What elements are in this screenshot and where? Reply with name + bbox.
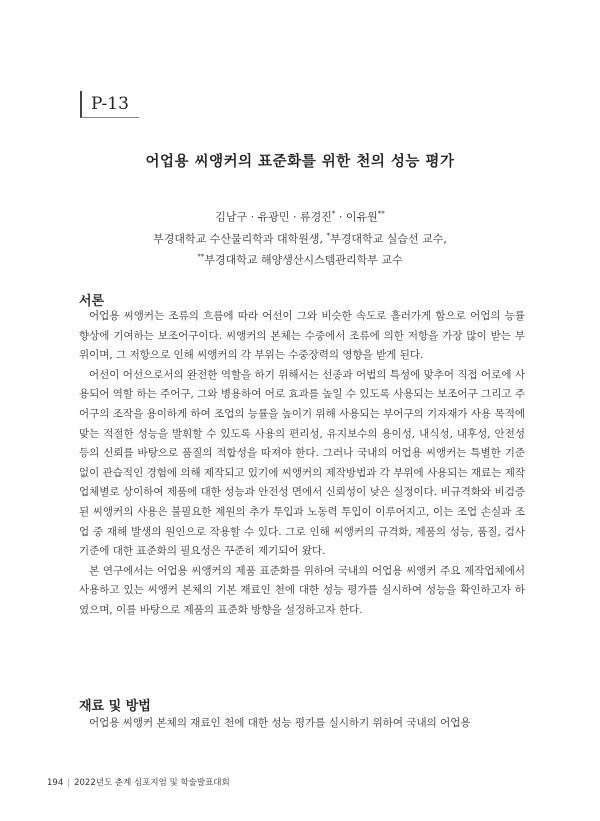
section-body-methods: [79, 714, 525, 734]
author-4-mark: **: [377, 210, 385, 218]
author-4: 이유원: [345, 210, 378, 224]
conference-name: 2022년도 춘계 심포지엄 및 학술발표대회: [74, 778, 230, 788]
author-sep: ·: [247, 210, 258, 224]
section-heading-methods: 재료 및 방법: [79, 699, 151, 714]
affiliation-2: 부경대학교 해양생산시스템관리학부 교수: [204, 253, 403, 267]
affiliation-1: 부경대학교 수산물리학과 대학원생,: [153, 232, 327, 246]
author-sep: ·: [335, 210, 346, 224]
paper-title: 어업용 씨앵커의 표준화를 위한 천의 성능 평가: [145, 153, 455, 170]
poster-tag: P-13: [80, 91, 139, 118]
section-heading-introduction: 서론: [79, 294, 105, 309]
author-sep: ·: [289, 210, 300, 224]
page-number: 194: [47, 778, 64, 788]
affiliation-1b: 부경대학교 실습선 교수,: [330, 232, 447, 246]
affiliation-line-1: [0, 227, 600, 249]
author-1: 김남구: [215, 210, 248, 224]
page-footer: [47, 776, 230, 788]
paragraph: 어업용 씨앵커는 조류의 흐름에 따라 어선이 그와 비슷한 속도로 흘러가게 함으로 어업의 능률 향상에 기여하는 보조어구이다. 씨앵커의 본체는 수중에서 조류에 의한 저항을 가장 많이 받는 부위이며, 그 저항으로 인해 씨앵커의 각 부위는 수중장력의 영향을 받게 된다.: [79, 310, 525, 362]
paragraph: 본 연구에서는 어업용 씨앵커의 제품 표준화를 위하여 국내의 어업용 씨앵커 주요 제작업체에서 사용하고 있는 씨앵커 본체의 기본 재료인 천에 대한 성능 평가를 실시하여 성능을 확인하고자 하였으며, 이를 바탕으로 제품의 표준화 방향을 설정하고자 한다.: [79, 564, 525, 616]
affiliation-1b-mark: *: [326, 231, 331, 240]
author-block: [0, 205, 600, 270]
footer-separator: |: [67, 778, 71, 788]
section-body-introduction: [79, 307, 525, 621]
affiliation-line-2: [0, 248, 600, 270]
author-3: 류경진: [300, 210, 332, 224]
affiliation-2-mark: **: [197, 253, 205, 262]
paragraph: 어선이 어선으로서의 완전한 역할을 하기 위해서는 선종과 어법의 특성에 맞추어 직접 어로에 사용되어 역할 하는 주어구, 그와 병용하여 어로 효과를 높일 수 있도록 사용되는 보조어구 그리고 주어구의 조작을 용이하게 하여 조업의 능률을 높이기 위해 사용되는 부어구의 기자재가 사용 목적에 맞는 적절한 성능을 발휘할 수 있도록 사용의 편리성, 유지보수의 용이성, 내식성, 내후성, 안전성 등의 신뢰를 바탕으로 품질의 적합성을 따져야 한다. 그러나 국내의 어업용 씨앵커는 특별한 기준 없이 관습적인 경험에 의해 제작되고 있기에 씨앵커의 제작방법과 각 부위에 사용되는 재료는 제작업체별로 상이하여 제품에 대한 성능과 안전성 면에서 신뢰성이 낮은 실정이다. 비규격화와 비검증된 씨앵커의 사용은 불필요한 제원의 추가 투입과 노동력 투입이 이루어지고, 이는 조업 손실과 조업 중 재해 발생의 원인으로 작용할 수 있다. 그로 인해 씨앵커의 규격화, 제품의 성능, 품질, 검사 기준에 대한 표준화의 필요성은 꾸준히 제기되어 왔다.: [79, 368, 525, 558]
paragraph: 어업용 씨앵커 본체의 재료인 천에 대한 성능 평가를 실시하기 위하여 국내의 어업용: [89, 717, 471, 729]
author-3-mark: *: [331, 210, 336, 218]
author-names: [0, 205, 600, 227]
author-2: 유광민: [257, 210, 290, 224]
